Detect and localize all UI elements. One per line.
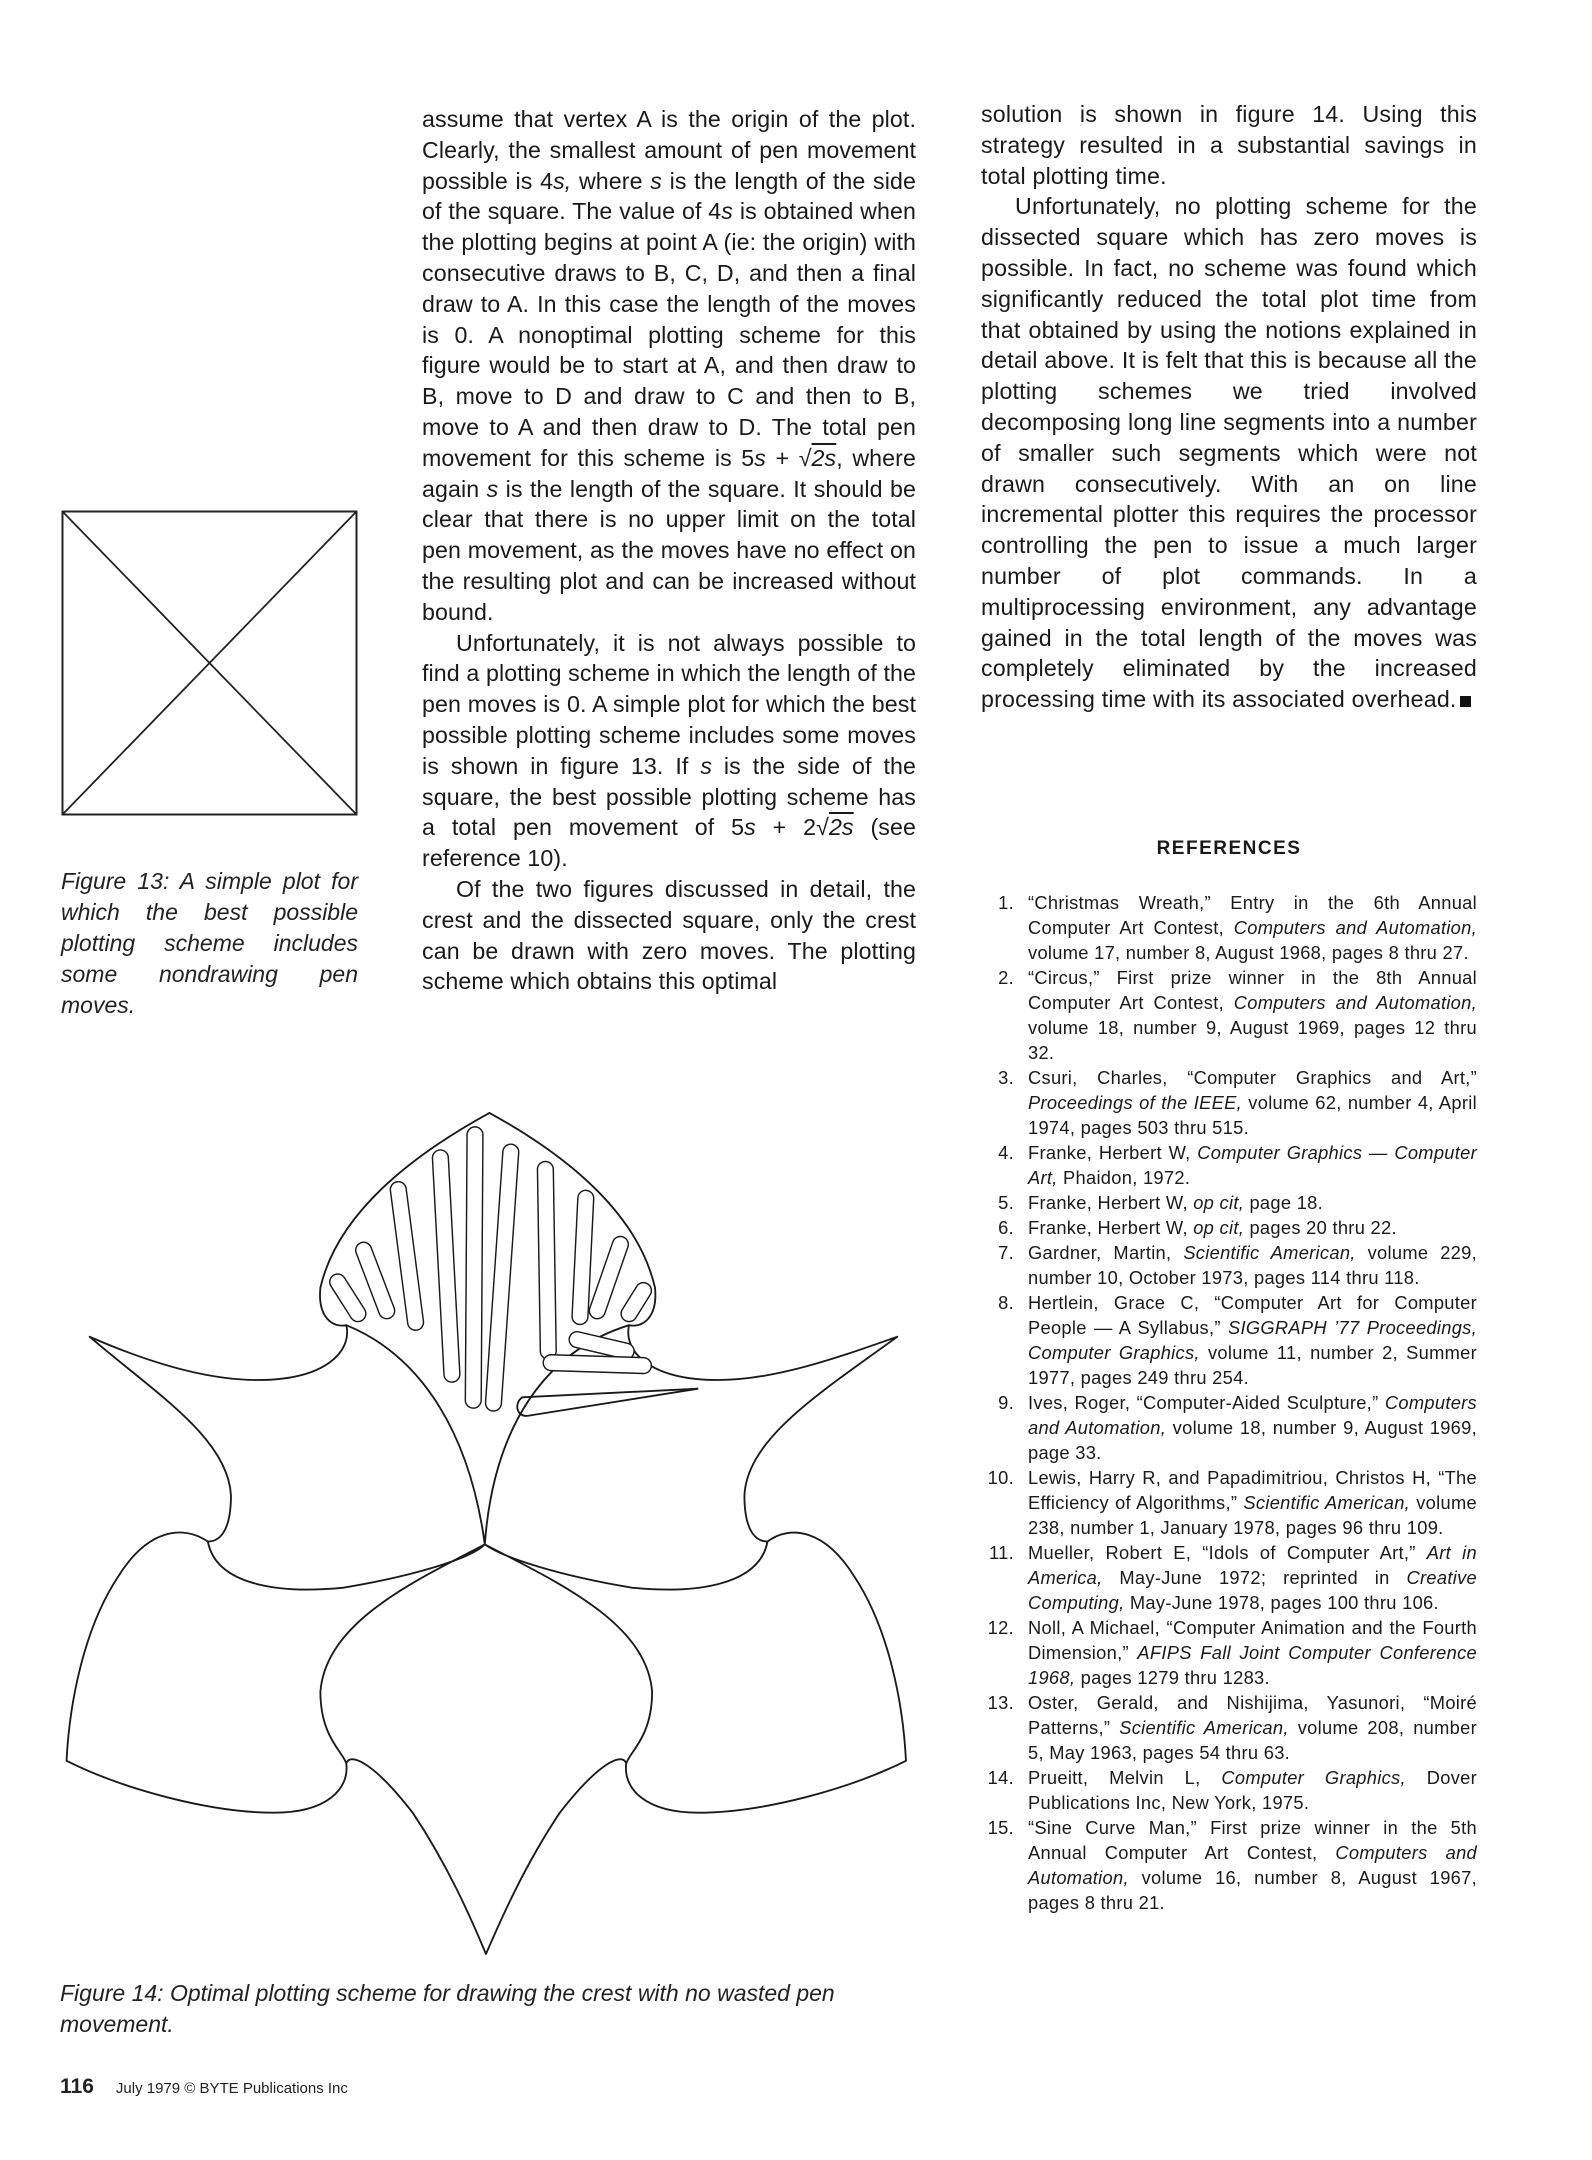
text-run: is obtained when the plotting begins at point A (ie: the origin) with consecutive draws to B, C, D, and then a final draw to A. In this case the length of the moves is 0. A nonoptimal plotting scheme for this figure would be to start at A, and then draw to B, move to D and draw to C and then to B, move to A and then draw to D. The total pen movement for this scheme is 5	[422, 198, 916, 471]
text-run: Art in America,	[1028, 1542, 1477, 1588]
text-run: is the length of the side of the square. The value of 4	[422, 167, 916, 225]
figure-13-caption: Figure 13: A simple plot for which the best possible plotting scheme includes some nondrawing pen moves.	[61, 868, 358, 1018]
text-run: Unfortunately, no plotting scheme for the dissected square which has zero moves is possible. In fact, no scheme was found which significantly reduced the total plot time from that obtained by using the notions explained in detail above. It is felt that this is because all the plotting schemes we tried involved decomposing long line segments into a number of smaller such segments which were not drawn consecutively. With an on line incremental plotter this requires the processor controlling the pen to issue a much larger number of plot commands. In a multiprocessing environment, any advantage gained in the total length of the moves was completely eliminated by the increased processing time with its associated overhead.	[981, 193, 1477, 713]
text-run: assume that vertex A is the origin of the plot. Clearly, the smallest amount of pen movement possible is 4	[422, 106, 916, 194]
text-run: Dover Publications Inc, New York, 1975.	[1028, 1767, 1477, 1813]
reference-item	[975, 1240, 1477, 1290]
paragraph	[422, 628, 916, 874]
text-run: Hertlein, Grace C, “Computer Art for Computer People — A Syllabus,”	[1028, 1292, 1477, 1338]
reference-text	[1028, 1290, 1477, 1390]
text-run: volume 238, number 1, January 1978, pages 96 thru 109.	[1028, 1492, 1477, 1538]
text-run: Mueller, Robert E, “Idols of Computer Art,”	[1028, 1542, 1427, 1563]
text-run: Noll, A Michael, “Computer Animation and the Fourth Dimension,”	[1028, 1617, 1477, 1663]
reference-text	[1028, 965, 1477, 1065]
reference-number: 8.	[998, 1292, 1014, 1313]
text-run: Prueitt, Melvin L,	[1028, 1767, 1222, 1788]
reference-number: 15.	[987, 1817, 1014, 1838]
page-footer	[60, 2075, 348, 2099]
article-text-middle-column	[422, 104, 916, 997]
text-run: AFIPS Fall Joint Computer Conference 1968,	[1028, 1642, 1477, 1688]
text-run: “Sine Curve Man,” First prize winner in the 5th Annual Computer Art Contest,	[1028, 1817, 1477, 1863]
reference-text	[1028, 1765, 1477, 1815]
text-run: volume 229, number 10, October 1973, pages 114 thru 118.	[1028, 1242, 1477, 1288]
paragraph	[981, 191, 1477, 715]
paragraph	[422, 874, 916, 997]
reference-text	[1028, 1140, 1477, 1190]
text-run: May-June 1978, pages 100 thru 106.	[1124, 1592, 1439, 1613]
figure-13-dissected-square	[61, 510, 358, 816]
text-run: solution is shown in figure 14. Using this strategy resulted in a substantial savings in total plotting time.	[981, 101, 1477, 189]
reference-number: 12.	[987, 1617, 1014, 1638]
pen-loop	[545, 1169, 548, 1351]
reference-number: 2.	[998, 967, 1014, 988]
text-run: s	[650, 167, 662, 194]
text-run: is the length of the square. It should be clear that there is no upper limit on the total pen movement, as the moves have no effect on the resulting plot and can be increased without bound.	[422, 475, 916, 625]
reference-number: 11.	[989, 1542, 1014, 1563]
paragraph	[422, 104, 916, 628]
text-run: SIGGRAPH ’77 Proceedings, Computer Graphics,	[1028, 1317, 1478, 1363]
text-run: Computers and Automation,	[1028, 1392, 1477, 1438]
pen-loop	[473, 1135, 475, 1400]
figure-14-caption: Figure 14: Optimal plotting scheme for drawing the crest with no wasted pen movement.	[60, 1980, 835, 2037]
text-run: Franke, Herbert W,	[1028, 1192, 1194, 1213]
text-run: volume 18, number 9, August 1969, pages 12 thru 32.	[1028, 1017, 1477, 1063]
reference-item	[975, 1540, 1477, 1615]
text-run: Franke, Herbert W,	[1028, 1217, 1194, 1238]
text-run: op cit,	[1193, 1192, 1245, 1213]
text-run: s	[744, 814, 756, 841]
text-run: Oster, Gerald, and Nishijima, Yasunori, “Moiré Patterns,”	[1028, 1692, 1477, 1738]
paragraph	[981, 99, 1477, 191]
text-run: s	[486, 475, 499, 502]
text-run: s	[700, 752, 713, 779]
reference-text	[1028, 1540, 1477, 1615]
text-run: “Circus,” First prize winner in the 8th Annual Computer Art Contest,	[1028, 967, 1477, 1013]
reference-item	[975, 1190, 1477, 1215]
text-run: volume 16, number 8, August 1967, pages 8 thru 21.	[1028, 1867, 1477, 1913]
reference-number: 14.	[987, 1767, 1014, 1788]
reference-text	[1028, 890, 1477, 965]
pen-loop	[338, 1282, 358, 1314]
text-run: s	[721, 198, 733, 225]
text-run: Computers and Automation,	[1028, 1842, 1478, 1888]
text-run: Scientific American,	[1119, 1717, 1289, 1738]
reference-text	[1028, 1190, 1477, 1215]
text-run: + 2√	[755, 814, 829, 841]
pen-path-loops	[338, 1135, 699, 1416]
figure-14-crest-drawing	[55, 1080, 955, 1980]
article-text-right-column	[981, 99, 1477, 715]
reference-item	[975, 965, 1477, 1065]
reference-text	[1028, 1465, 1477, 1540]
reference-number: 6.	[998, 1217, 1014, 1238]
reference-item	[975, 1465, 1477, 1540]
text-run: Computers and Automation,	[1233, 917, 1477, 938]
end-of-article-mark	[1460, 696, 1471, 707]
text-run: Lewis, Harry R, and Papadimitriou, Christos H, “The Efficiency of Algorithms,”	[1028, 1467, 1477, 1513]
reference-item	[975, 1815, 1477, 1915]
text-run: (see reference 10).	[422, 814, 916, 872]
text-run: Scientific American,	[1183, 1242, 1356, 1263]
text-run: s	[754, 444, 766, 471]
text-run: Of the two figures discussed in detail, the crest and the dissected square, only the crest can be drawn with zero moves. The plotting scheme which obtains this optimal	[422, 875, 916, 995]
page-number: 116	[60, 2075, 94, 2098]
reference-item	[975, 1065, 1477, 1140]
reference-text	[1028, 1815, 1477, 1915]
reference-text	[1028, 1690, 1477, 1765]
text-run: Creative Computing,	[1028, 1567, 1477, 1613]
text-run: Csuri, Charles, “Computer Graphics and Art,”	[1028, 1067, 1477, 1088]
text-run: page 18.	[1244, 1192, 1324, 1213]
text-run: s,	[553, 167, 572, 194]
text-run: , where again	[422, 444, 916, 502]
references-heading: REFERENCES	[1156, 838, 1302, 859]
text-run: volume 17, number 8, August 1968, pages 8 thru 27.	[1028, 942, 1469, 963]
reference-number: 7.	[998, 1242, 1014, 1263]
pen-loop	[517, 1389, 698, 1416]
pen-loop	[493, 1152, 510, 1403]
reference-text	[1028, 1215, 1477, 1240]
text-run: Computer Graphics — Computer Art,	[1028, 1142, 1477, 1188]
reference-number: 9.	[998, 1392, 1014, 1413]
text-run: Computer Graphics,	[1221, 1767, 1406, 1788]
reference-text	[1028, 1065, 1477, 1140]
reference-text	[1028, 1240, 1477, 1290]
reference-item	[975, 1215, 1477, 1240]
text-run: Computers and Automation,	[1233, 992, 1477, 1013]
text-run: + √	[766, 444, 812, 471]
text-run: 2s	[811, 444, 837, 471]
text-run: Ives, Roger, “Computer-Aided Sculpture,”	[1028, 1392, 1385, 1413]
text-run: 2s	[828, 814, 854, 841]
reference-item	[975, 1290, 1477, 1390]
reference-text	[1028, 1390, 1477, 1465]
reference-item	[975, 1615, 1477, 1690]
reference-item	[975, 1765, 1477, 1815]
text-run: volume 62, number 4, April 1974, pages 503 thru 515.	[1028, 1092, 1477, 1138]
text-run: pages 1279 thru 1283.	[1075, 1667, 1270, 1688]
text-run: Gardner, Martin,	[1028, 1242, 1184, 1263]
reference-item	[975, 890, 1477, 965]
reference-number: 5.	[998, 1192, 1014, 1213]
reference-item	[975, 1390, 1477, 1465]
text-run: Proceedings of the IEEE,	[1028, 1092, 1243, 1113]
text-run: Franke, Herbert W,	[1028, 1142, 1198, 1163]
pen-loop	[398, 1190, 415, 1323]
text-run: “Christmas Wreath,” Entry in the 6th Annual Computer Art Contest,	[1028, 892, 1477, 938]
reference-text	[1028, 1615, 1477, 1690]
references-list	[975, 890, 1477, 1915]
text-run: Phaidon, 1972.	[1057, 1167, 1191, 1188]
text-run: Unfortunately, it is not always possible to find a plotting scheme in which the length of the pen moves is 0. A simple plot for which the best possible plotting scheme includes some moves is shown in figure 13. If	[422, 629, 916, 779]
text-run: volume 18, number 9, August 1969, page 33.	[1028, 1417, 1477, 1463]
footer-credit: July 1979 © BYTE Publications Inc	[115, 2080, 348, 2097]
reference-item	[975, 1690, 1477, 1765]
reference-number: 4.	[998, 1142, 1014, 1163]
reference-number: 3.	[998, 1067, 1014, 1088]
pen-loop	[580, 1198, 586, 1316]
text-run: volume 208, number 5, May 1963, pages 54 thru 63.	[1028, 1717, 1477, 1763]
reference-number: 13.	[987, 1692, 1014, 1713]
text-run: volume 11, number 2, Summer 1977, pages 249 thru 254.	[1028, 1342, 1477, 1388]
text-run: Scientific American,	[1243, 1492, 1411, 1513]
text-run: pages 20 thru 22.	[1244, 1217, 1397, 1238]
reference-number: 1.	[998, 892, 1014, 913]
text-run: where	[571, 167, 651, 194]
text-run: May-June 1972; reprinted in	[1102, 1567, 1407, 1588]
pen-loop	[551, 1363, 643, 1366]
reference-item	[975, 1140, 1477, 1190]
text-run: is the side of the square, the best possible plotting scheme has a total pen movement of 5	[422, 752, 916, 841]
reference-number: 10.	[987, 1467, 1014, 1488]
text-run: op cit,	[1193, 1217, 1245, 1238]
